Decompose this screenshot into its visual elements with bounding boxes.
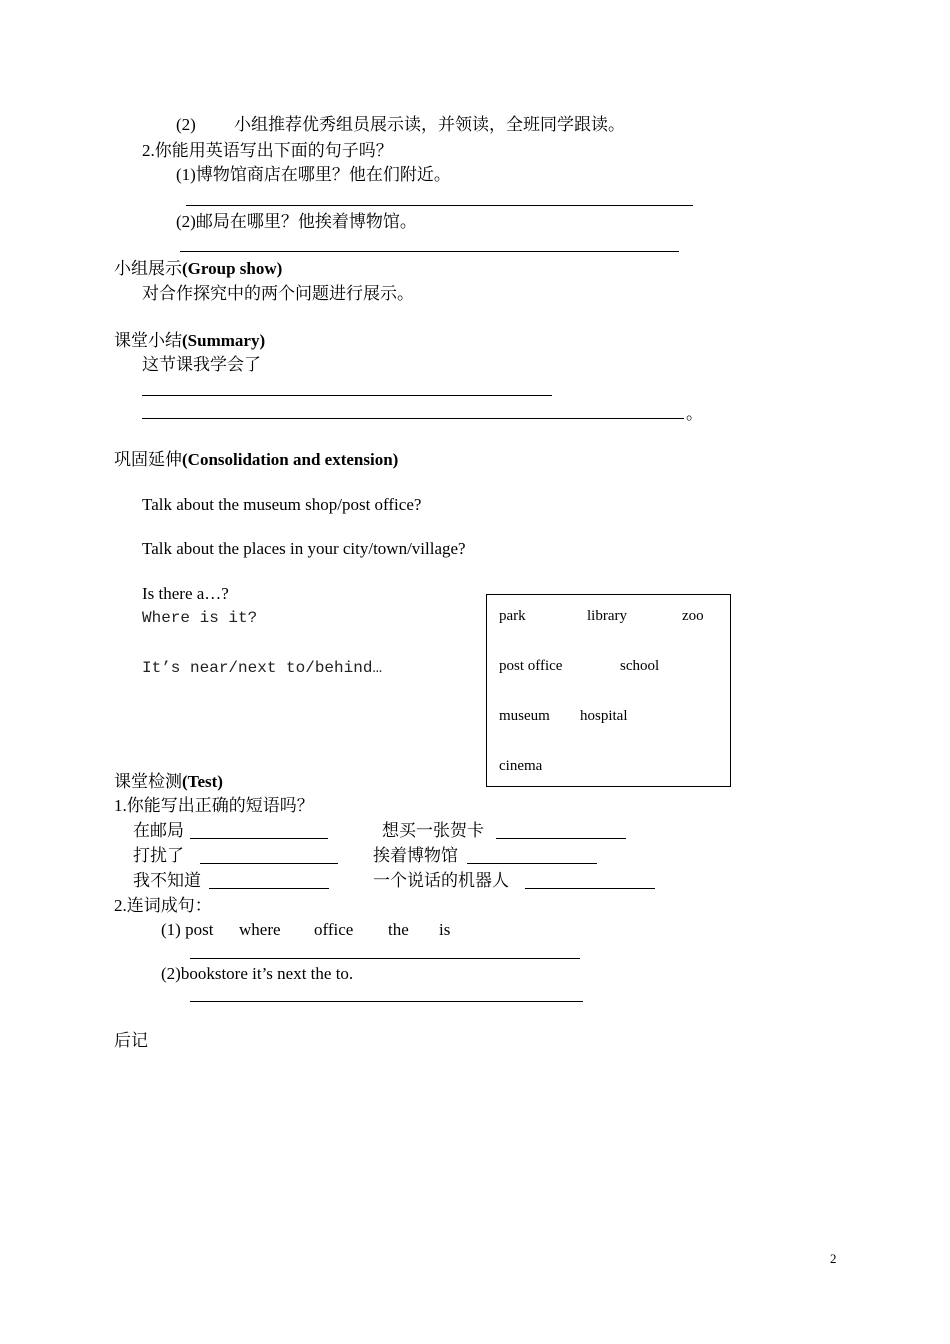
word-zoo: zoo [682, 608, 704, 624]
phrase-3: 打扰了 [133, 846, 184, 865]
question-2-2: (2)邮局在哪里？他挨着博物馆。 [176, 212, 417, 231]
word-park: park [499, 608, 526, 624]
sentence-1-word-5: is [439, 920, 451, 939]
question-2: 2.你能用英语写出下面的句子吗？ [142, 141, 393, 160]
word-library: library [587, 608, 627, 624]
word-box [486, 594, 731, 787]
test-heading: 课堂检测(Test) [114, 772, 223, 791]
phrase-5: 我不知道 [133, 871, 201, 890]
test-question-2: 2.连词成句： [114, 896, 212, 915]
group-show-text: 对合作探究中的两个问题进行展示。 [142, 284, 414, 303]
summary-heading: 课堂小结(Summary) [114, 331, 266, 350]
word-cinema: cinema [499, 758, 543, 774]
answer-line[interactable] [525, 888, 655, 889]
consolidation-line-2: Talk about the places in your city/town/village? [142, 539, 466, 558]
answer-line[interactable] [180, 251, 679, 252]
sentence-1-word-1: (1) post [161, 920, 214, 939]
postscript: 后记 [114, 1031, 148, 1050]
answer-line[interactable] [190, 1001, 583, 1002]
question-2-1: (1)博物馆商店在哪里？他在们附近。 [176, 165, 451, 184]
sentence-2: (2)bookstore it’s next the to. [161, 964, 354, 983]
answer-line[interactable] [142, 395, 552, 396]
consolidation-line-1: Talk about the museum shop/post office? [142, 495, 422, 514]
answer-line[interactable] [190, 958, 580, 959]
answer-line[interactable] [467, 863, 597, 864]
sentence-1-word-2: where [239, 920, 281, 939]
phrase-4: 挨着博物馆 [373, 846, 458, 865]
word-museum: museum [499, 708, 550, 724]
consolidation-line-4: Where is it? [142, 609, 258, 627]
test-question-1: 1.你能写出正确的短语吗？ [114, 796, 314, 815]
answer-line[interactable] [200, 863, 338, 864]
word-post-office: post office [499, 658, 563, 674]
item-2-text: 小组推荐优秀组员展示读，并领读，全班同学跟读。 [234, 115, 625, 134]
answer-line[interactable] [209, 888, 329, 889]
summary-end-mark: 。 [686, 404, 703, 423]
consolidation-line-5: It’s near/next to/behind… [142, 659, 383, 677]
group-show-heading: 小组展示(Group show) [114, 259, 283, 278]
answer-line[interactable] [142, 418, 684, 419]
answer-line[interactable] [186, 205, 693, 206]
consolidation-heading: 巩固延伸(Consolidation and extension) [114, 450, 399, 469]
sentence-1-word-3: office [314, 920, 354, 939]
summary-text: 这节课我学会了 [142, 355, 261, 374]
word-hospital: hospital [580, 708, 628, 724]
word-school: school [620, 658, 660, 674]
answer-line[interactable] [190, 838, 328, 839]
phrase-1: 在邮局 [133, 821, 184, 840]
item-2-number: (2) [176, 115, 196, 134]
phrase-2: 想买一张贺卡 [382, 821, 484, 840]
consolidation-line-3: Is there a…? [142, 584, 229, 603]
answer-line[interactable] [496, 838, 626, 839]
page-number: 2 [830, 1251, 837, 1266]
phrase-6: 一个说话的机器人 [373, 871, 509, 890]
sentence-1-word-4: the [388, 920, 409, 939]
